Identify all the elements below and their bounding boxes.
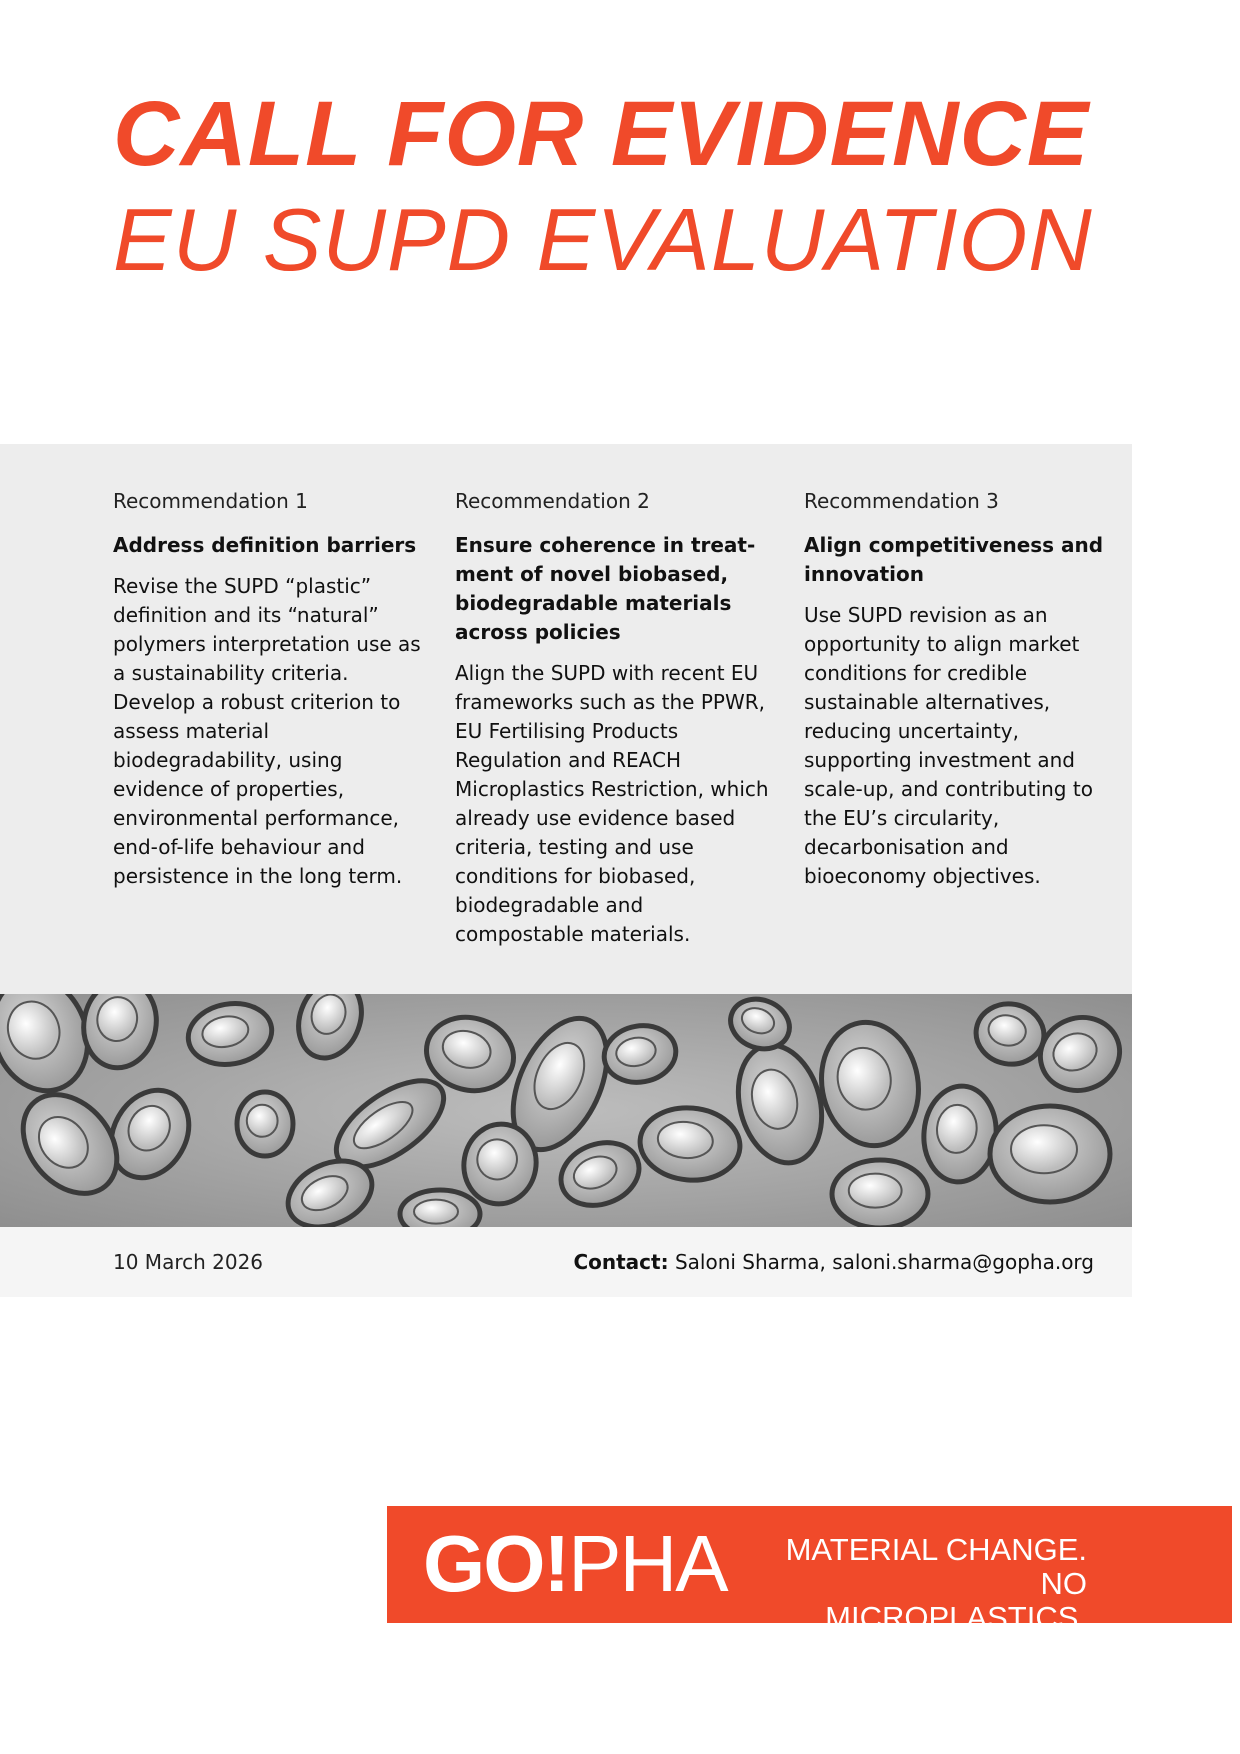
contact-info xyxy=(573,1249,1094,1275)
contact-value: Saloni Sharma, saloni.sharma@gopha.org xyxy=(668,1250,1094,1274)
recommendation-heading: Ensure coherence in treat-ment of novel biobased, biodegradable materials across policies xyxy=(455,533,756,644)
recommendation-label: Recommendation 2 xyxy=(455,489,650,513)
recommendation-body: Use SUPD revision as an opportunity to align market conditions for credible sustainable alternatives, reducing uncertainty, supporting investment and scale-up, and contributing to the EU’s circularity, decarbonisation and bioeconomy objectives. xyxy=(804,603,1093,888)
recommendation-1 xyxy=(113,488,423,891)
cell-shape xyxy=(237,1092,293,1156)
logo-light-part: PHA xyxy=(568,1519,727,1608)
recommendation-label: Recommendation 3 xyxy=(804,489,999,513)
recommendation-heading: Align competitiveness and innovation xyxy=(804,533,1104,586)
recommendation-2 xyxy=(455,488,775,949)
recommendation-3 xyxy=(804,488,1104,891)
page-subtitle: EU SUPD EVALUATION xyxy=(113,190,1093,289)
gopha-logo xyxy=(423,1519,727,1608)
bacteria-cells-image xyxy=(0,994,1132,1227)
recommendation-heading: Address definition barriers xyxy=(113,533,417,557)
page-title: CALL FOR EVIDENCE xyxy=(113,83,1090,185)
cell-shape xyxy=(400,1190,480,1227)
footer-bar xyxy=(0,1227,1132,1297)
recommendation-body: Revise the SUPD “plastic” definition and its “natural” polymers interpretation use as a sustainability criteria. Develop a robust criterion to assess material biodegradability, using evidence of properties, environmental performance, end-of-life behaviour and persistence in the long term. xyxy=(113,574,421,888)
recommendations-panel xyxy=(0,444,1132,994)
recommendation-body: Align the SUPD with recent EU frameworks such as the PPWR, EU Fertilising Products Regulation and REACH Microplastics Restriction, which already use evidence based criteria, testing and use conditions for biobased, biodegradable and compostable materials. xyxy=(455,661,769,946)
cell-shape xyxy=(832,1160,928,1227)
recommendation-label: Recommendation 1 xyxy=(113,489,308,513)
tagline-line-1: MATERIAL CHANGE. xyxy=(785,1532,1087,1567)
publication-date: 10 March 2026 xyxy=(113,1250,264,1274)
microscopy-image-banner xyxy=(0,994,1132,1227)
brand-banner xyxy=(387,1506,1232,1635)
cell-shape xyxy=(990,1106,1110,1202)
contact-label: Contact: xyxy=(573,1250,669,1274)
brand-tagline xyxy=(782,1533,1087,1635)
tagline-line-2: NO MICROPLASTICS. xyxy=(825,1566,1087,1635)
logo-bold-part: GO! xyxy=(423,1519,569,1608)
